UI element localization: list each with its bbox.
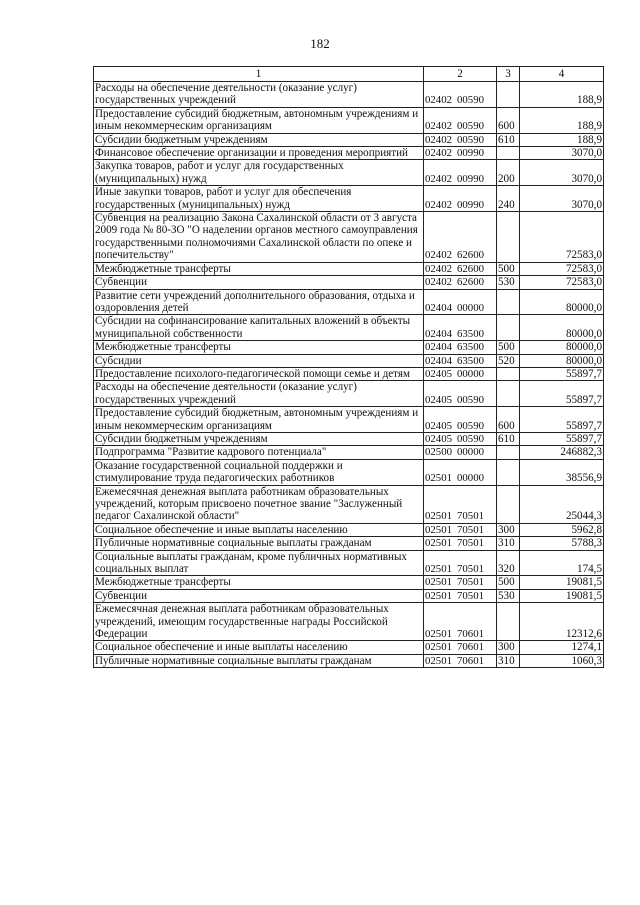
- table-row: [94, 446, 604, 459]
- row-code-item: 70601: [457, 628, 484, 641]
- table-body: [94, 82, 604, 668]
- row-code: [424, 160, 497, 186]
- table-row: [94, 432, 604, 445]
- table-row: [94, 589, 604, 602]
- row-amount: 72583,0: [520, 212, 604, 263]
- row-expense-type: [497, 459, 520, 485]
- row-code-section: 02501: [425, 523, 452, 536]
- table-row: [94, 147, 604, 160]
- row-code-section: 02405: [425, 367, 452, 380]
- row-amount: 246882,3: [520, 446, 604, 459]
- table-row: [94, 276, 604, 289]
- row-amount: 1060,3: [520, 654, 604, 667]
- row-description: Расходы на обеспечение деятельности (оказание услуг) государственных учреждений: [94, 381, 424, 407]
- row-code: [424, 537, 497, 550]
- row-code-item: 00590: [457, 393, 484, 406]
- row-expense-type: 500: [497, 341, 520, 354]
- row-amount: 3070,0: [520, 160, 604, 186]
- row-code-section: 02501: [425, 641, 452, 654]
- table-row: [94, 603, 604, 641]
- row-code-item: 70601: [457, 641, 484, 654]
- table-row: [94, 341, 604, 354]
- row-amount: 80000,0: [520, 354, 604, 367]
- row-code: [424, 432, 497, 445]
- row-amount: 25044,3: [520, 485, 604, 523]
- row-code-item: 70501: [457, 523, 484, 536]
- row-amount: 80000,0: [520, 341, 604, 354]
- row-expense-type: 320: [497, 550, 520, 576]
- row-code-section: 02405: [425, 393, 452, 406]
- row-code-item: 70501: [457, 563, 484, 576]
- row-description: Субвенции: [94, 276, 424, 289]
- header-row: [94, 67, 604, 82]
- row-code-section: 02404: [425, 301, 452, 314]
- row-code-item: 62600: [457, 276, 484, 289]
- row-code-section: 02402: [425, 120, 452, 133]
- row-code-section: 02501: [425, 628, 452, 641]
- row-code-item: 63500: [457, 341, 484, 354]
- row-description: Межбюджетные трансферты: [94, 341, 424, 354]
- row-code-section: 02404: [425, 354, 452, 367]
- row-amount: 174,5: [520, 550, 604, 576]
- row-code-section: 02402: [425, 147, 452, 160]
- row-description: Иные закупки товаров, работ и услуг для обеспечения государственных (муниципальных) нужд: [94, 186, 424, 212]
- row-amount: 55897,7: [520, 407, 604, 433]
- header-col-4: 4: [520, 67, 604, 82]
- row-code-item: 70501: [457, 510, 484, 523]
- row-code-item: 70501: [457, 589, 484, 602]
- row-amount: 72583,0: [520, 262, 604, 275]
- row-amount: 55897,7: [520, 367, 604, 380]
- row-expense-type: [497, 381, 520, 407]
- row-code-item: 70601: [457, 654, 484, 667]
- row-expense-type: 310: [497, 537, 520, 550]
- table-row: [94, 186, 604, 212]
- row-expense-type: [497, 289, 520, 315]
- row-code: [424, 354, 497, 367]
- row-expense-type: [497, 82, 520, 108]
- row-description: Субсидии: [94, 354, 424, 367]
- header-col-2: 2: [424, 67, 497, 82]
- row-expense-type: [497, 212, 520, 263]
- row-code-item: 00000: [457, 446, 484, 459]
- row-amount: 12312,6: [520, 603, 604, 641]
- row-amount: 5788,3: [520, 537, 604, 550]
- table-row: [94, 485, 604, 523]
- row-expense-type: 520: [497, 354, 520, 367]
- row-code: [424, 459, 497, 485]
- row-description: Социальные выплаты гражданам, кроме публичных нормативных социальных выплат: [94, 550, 424, 576]
- row-expense-type: 310: [497, 654, 520, 667]
- row-code-section: 02501: [425, 537, 452, 550]
- row-code-section: 02501: [425, 576, 452, 589]
- row-code-item: 00000: [457, 301, 484, 314]
- row-code-item: 00590: [457, 120, 484, 133]
- header-col-3: 3: [497, 67, 520, 82]
- row-expense-type: 240: [497, 186, 520, 212]
- row-code: [424, 550, 497, 576]
- table-row: [94, 212, 604, 263]
- row-expense-type: 600: [497, 407, 520, 433]
- header-col-1: 1: [94, 67, 424, 82]
- row-expense-type: 530: [497, 276, 520, 289]
- row-code-section: 02402: [425, 133, 452, 146]
- table-row: [94, 262, 604, 275]
- row-code-item: 62600: [457, 262, 484, 275]
- row-code-section: 02402: [425, 94, 452, 107]
- row-amount: 5962,8: [520, 523, 604, 536]
- row-amount: 1274,1: [520, 641, 604, 654]
- row-code-section: 02404: [425, 327, 452, 340]
- table-row: [94, 160, 604, 186]
- row-description: Социальное обеспечение и иные выплаты населению: [94, 641, 424, 654]
- row-expense-type: 600: [497, 107, 520, 133]
- row-code: [424, 485, 497, 523]
- row-description: Социальное обеспечение и иные выплаты населению: [94, 523, 424, 536]
- row-description: Подпрограмма "Развитие кадрового потенциала": [94, 446, 424, 459]
- row-code-section: 02402: [425, 262, 452, 275]
- row-code-section: 02402: [425, 276, 452, 289]
- row-code-section: 02500: [425, 446, 452, 459]
- row-code: [424, 315, 497, 341]
- row-description: Оказание государственной социальной поддержки и стимулирование труда педагогических работников: [94, 459, 424, 485]
- row-code-section: 02501: [425, 510, 452, 523]
- row-description: Расходы на обеспечение деятельности (оказание услуг) государственных учреждений: [94, 82, 424, 108]
- row-code: [424, 276, 497, 289]
- row-amount: 188,9: [520, 133, 604, 146]
- table-row: [94, 523, 604, 536]
- row-expense-type: [497, 367, 520, 380]
- row-amount: 55897,7: [520, 381, 604, 407]
- row-expense-type: 500: [497, 262, 520, 275]
- row-code: [424, 133, 497, 146]
- row-code: [424, 212, 497, 263]
- row-amount: 72583,0: [520, 276, 604, 289]
- row-expense-type: 300: [497, 523, 520, 536]
- row-code: [424, 186, 497, 212]
- row-amount: 19081,5: [520, 589, 604, 602]
- row-code: [424, 341, 497, 354]
- row-code-item: 00590: [457, 432, 484, 445]
- row-description: Субсидии на софинансирование капитальных вложений в объекты муниципальной собственности: [94, 315, 424, 341]
- row-description: Закупка товаров, работ и услуг для государственных (муниципальных) нужд: [94, 160, 424, 186]
- row-amount: 188,9: [520, 107, 604, 133]
- row-description: Ежемесячная денежная выплата работникам образовательных учреждений, имеющим государственные награды Российской Федерации: [94, 603, 424, 641]
- row-amount: 80000,0: [520, 289, 604, 315]
- table-row: [94, 315, 604, 341]
- row-code: [424, 367, 497, 380]
- row-description: Публичные нормативные социальные выплаты гражданам: [94, 537, 424, 550]
- table-row: [94, 576, 604, 589]
- row-amount: 80000,0: [520, 315, 604, 341]
- row-code-section: 02405: [425, 419, 452, 432]
- row-description: Финансовое обеспечение организации и проведения мероприятий: [94, 147, 424, 160]
- row-amount: 3070,0: [520, 147, 604, 160]
- row-code: [424, 446, 497, 459]
- table-row: [94, 289, 604, 315]
- row-code: [424, 289, 497, 315]
- row-expense-type: 300: [497, 641, 520, 654]
- row-code-item: 00000: [457, 472, 484, 485]
- row-expense-type: [497, 603, 520, 641]
- row-code-section: 02402: [425, 172, 452, 185]
- row-code: [424, 82, 497, 108]
- row-code-item: 00590: [457, 419, 484, 432]
- row-description: Субсидии бюджетным учреждениям: [94, 432, 424, 445]
- budget-table: [93, 66, 604, 668]
- row-code-item: 00990: [457, 147, 484, 160]
- row-description: Субвенции: [94, 589, 424, 602]
- page-number: 182: [310, 36, 330, 51]
- row-code-section: 02501: [425, 654, 452, 667]
- row-code: [424, 523, 497, 536]
- row-description: Межбюджетные трансферты: [94, 576, 424, 589]
- row-code-section: 02501: [425, 563, 452, 576]
- table-row: [94, 550, 604, 576]
- table-row: [94, 641, 604, 654]
- row-code-section: 02405: [425, 432, 452, 445]
- row-description: Ежемесячная денежная выплата работникам образовательных учреждений, которым присвоено почетное звание "Заслуженный педагог Сахалинской области": [94, 485, 424, 523]
- row-expense-type: 610: [497, 133, 520, 146]
- row-code-item: 62600: [457, 249, 484, 262]
- table-row: [94, 537, 604, 550]
- row-description: Публичные нормативные социальные выплаты гражданам: [94, 654, 424, 667]
- row-code: [424, 107, 497, 133]
- row-code-item: 00590: [457, 133, 484, 146]
- row-code: [424, 654, 497, 667]
- row-expense-type: 610: [497, 432, 520, 445]
- row-code-item: 00000: [457, 367, 484, 380]
- row-code-item: 63500: [457, 354, 484, 367]
- row-description: Предоставление субсидий бюджетным, автономным учреждениям и иным некоммерческим организациям: [94, 407, 424, 433]
- row-description: Субвенция на реализацию Закона Сахалинской области от 3 августа 2009 года № 80-ЗО "О наделении органов местного самоуправления государственными полномочиями Сахалинской области по опеке и попечительству": [94, 212, 424, 263]
- row-expense-type: [497, 315, 520, 341]
- row-amount: 19081,5: [520, 576, 604, 589]
- row-code-section: 02402: [425, 198, 452, 211]
- row-code-section: 02402: [425, 249, 452, 262]
- table-row: [94, 381, 604, 407]
- row-amount: 3070,0: [520, 186, 604, 212]
- row-code: [424, 576, 497, 589]
- row-code-item: 00990: [457, 198, 484, 211]
- row-code: [424, 262, 497, 275]
- row-code-item: 63500: [457, 327, 484, 340]
- table-row: [94, 459, 604, 485]
- row-code: [424, 603, 497, 641]
- row-amount: 188,9: [520, 82, 604, 108]
- row-code: [424, 407, 497, 433]
- row-code: [424, 641, 497, 654]
- row-code-item: 70501: [457, 576, 484, 589]
- row-expense-type: [497, 446, 520, 459]
- row-description: Субсидии бюджетным учреждениям: [94, 133, 424, 146]
- table-row: [94, 133, 604, 146]
- row-code-section: 02501: [425, 472, 452, 485]
- row-expense-type: [497, 147, 520, 160]
- row-description: Предоставление субсидий бюджетным, автономным учреждениям и иным некоммерческим организациям: [94, 107, 424, 133]
- table-row: [94, 107, 604, 133]
- table-row: [94, 354, 604, 367]
- table-row: [94, 367, 604, 380]
- row-description: Предоставление психолого-педагогической помощи семье и детям: [94, 367, 424, 380]
- row-expense-type: 530: [497, 589, 520, 602]
- row-code-item: 70501: [457, 537, 484, 550]
- table-row: [94, 654, 604, 667]
- table-row: [94, 82, 604, 108]
- row-code-section: 02501: [425, 589, 452, 602]
- row-code: [424, 589, 497, 602]
- row-code-section: 02404: [425, 341, 452, 354]
- row-amount: 55897,7: [520, 432, 604, 445]
- row-code: [424, 147, 497, 160]
- row-code-item: 00590: [457, 94, 484, 107]
- row-expense-type: [497, 485, 520, 523]
- row-description: Межбюджетные трансферты: [94, 262, 424, 275]
- table-row: [94, 407, 604, 433]
- row-description: Развитие сети учреждений дополнительного образования, отдыха и оздоровления детей: [94, 289, 424, 315]
- row-amount: 38556,9: [520, 459, 604, 485]
- row-expense-type: 200: [497, 160, 520, 186]
- row-code: [424, 381, 497, 407]
- row-expense-type: 500: [497, 576, 520, 589]
- row-code-item: 00990: [457, 172, 484, 185]
